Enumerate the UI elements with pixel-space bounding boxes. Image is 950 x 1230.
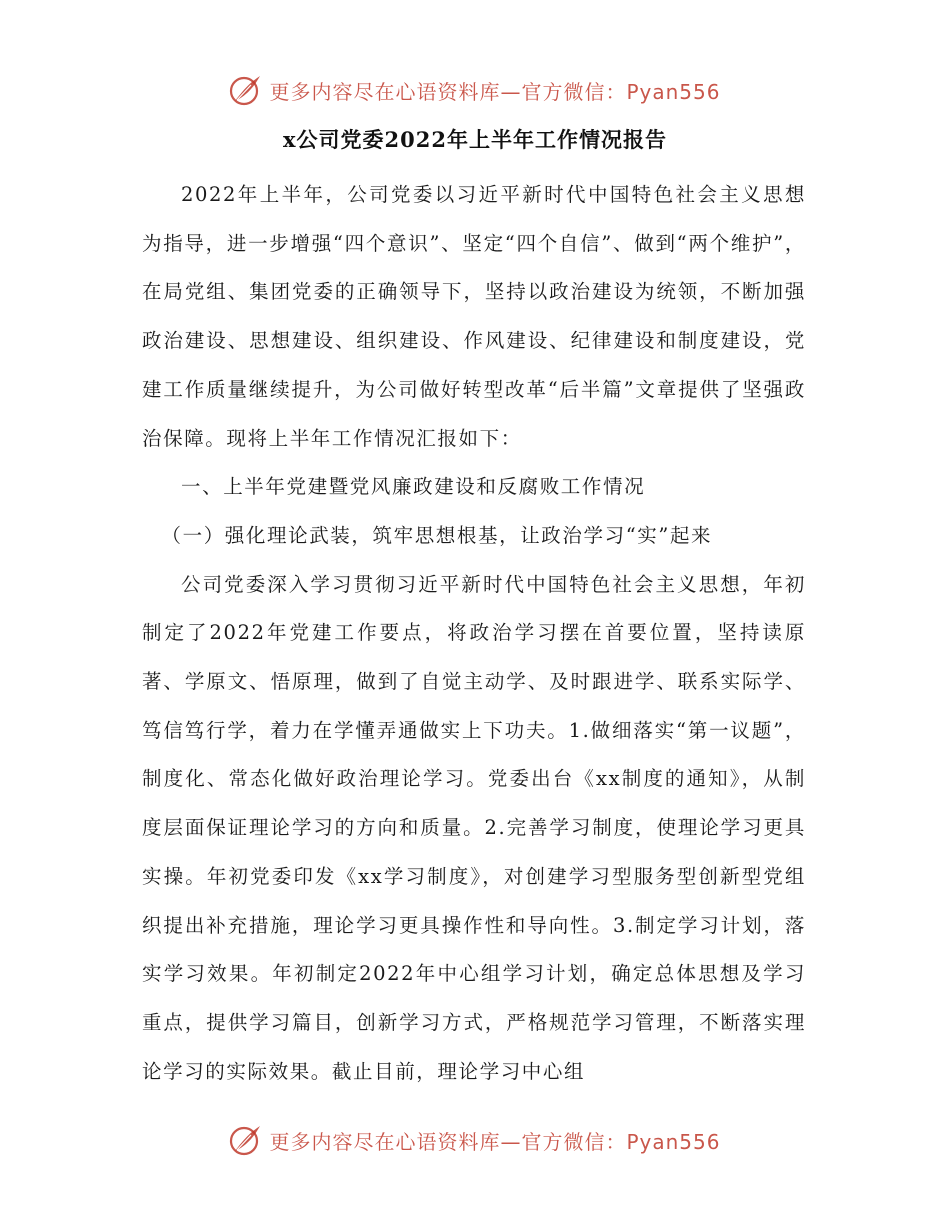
subsection-heading: （一）强化理论武装，筑牢思想根基，让政治学习“实”起来	[161, 523, 713, 547]
watermark-text: 更多内容尽在心语资料库—官方微信：Pyan556	[269, 1129, 721, 1154]
header-watermark-banner	[0, 70, 950, 110]
quill-logo-icon	[229, 73, 263, 107]
document-title: x公司党委2022年上半年工作情况报告	[283, 127, 667, 152]
section-heading: 一、上半年党建暨党风廉政建设和反腐败工作情况	[181, 475, 646, 499]
document-body	[142, 171, 806, 1096]
footer-watermark-banner	[0, 1120, 950, 1160]
watermark-text: 更多内容尽在心语资料库—官方微信：Pyan556	[269, 79, 721, 104]
body-paragraph: 公司党委深入学习贯彻习近平新时代中国特色社会主义思想，年初制定了2022年党建工作要点，将政治学习摆在首要位置，坚持读原著、学原文、悟原理，做到了自觉主动学、及时跟进学、联系实际学、笃信笃行学，着力在学懂弄通做实上下功夫。1.做细落实“第一议题”，制度化、常态化做好政治理论学习。党委出台《xx制度的通知》，从制度层面保证理论学习的方向和质量。2.完善学习制度，使理论学习更具实操。年初党委印发《xx学习制度》，对创建学习型服务型创新型党组织提出补充措施，理论学习更具操作性和导向性。3.制定学习计划，落实学习效果。年初制定2022年中心组学习计划，确定总体思想及学习重点，提供学习篇目，创新学习方式，严格规范学习管理，不断落实理论学习的实际效果。截止目前，理论学习中心组	[142, 572, 806, 1083]
quill-logo-icon	[229, 1123, 263, 1157]
intro-paragraph: 2022年上半年，公司党委以习近平新时代中国特色社会主义思想为指导，进一步增强“四个意识”、坚定“四个自信”、做到“两个维护”，在局党组、集团党委的正确领导下，坚持以政治建设为统领，不断加强政治建设、思想建设、组织建设、作风建设、纪律建设和制度建设，党建工作质量继续提升，为公司做好转型改革“后半篇”文章提供了坚强政治保障。现将上半年工作情况汇报如下：	[142, 183, 806, 450]
